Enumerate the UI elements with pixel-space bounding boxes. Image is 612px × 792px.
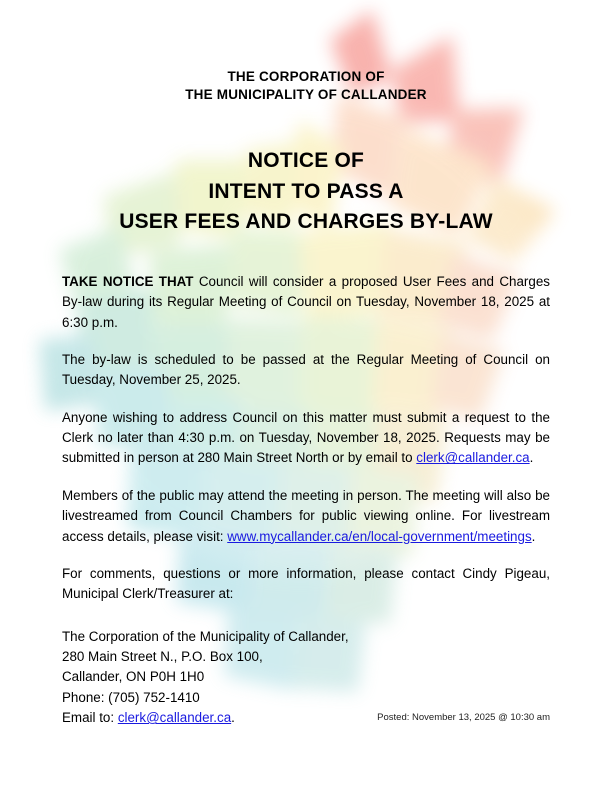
- address-phone: Phone: (705) 752-1410: [62, 689, 200, 705]
- page-title: [62, 146, 550, 237]
- email-label: Email to:: [62, 710, 118, 726]
- paragraph-address-council: [62, 408, 550, 469]
- livestream-text-1: Members of the public may attend the meeting in person. The meeting will also be livestreamed from Council Chambers for public viewing online. For livestream access details, please visit:: [62, 487, 550, 544]
- notice-body: [62, 272, 550, 729]
- address-council-text-1: Anyone wishing to address Council on this matter must submit a request to the Clerk no later than 4:30 p.m. on Tuesday, November 18, 2025. Requests may be submitted in person at 280 Main Street North or by email to: [62, 409, 550, 466]
- paragraph-livestream: [62, 486, 550, 547]
- address-line-1: The Corporation of the Municipality of Callander,: [62, 628, 349, 644]
- posted-stamp: Posted: November 13, 2025 @ 10:30 am: [377, 712, 550, 723]
- address-line-2: 280 Main Street N., P.O. Box 100,: [62, 649, 263, 664]
- title-line-1: NOTICE OF: [247, 149, 365, 173]
- title-line-3: USER FEES AND CHARGES BY-LAW: [119, 210, 493, 234]
- clerk-email-link-footer[interactable]: clerk@callander.ca: [117, 710, 232, 726]
- paragraph-take-notice: [62, 272, 550, 333]
- corporation-line-1: THE CORPORATION OF: [227, 69, 385, 84]
- email-period: .: [231, 710, 235, 726]
- clerk-email-link[interactable]: clerk@callander.ca: [416, 450, 530, 466]
- meetings-url-link[interactable]: www.mycallander.ca/en/local-government/meetings: [227, 528, 532, 544]
- title-line-2: INTENT TO PASS A: [208, 179, 404, 203]
- corporation-line-2: THE MUNICIPALITY OF CALLANDER: [185, 87, 427, 103]
- corporation-heading: [62, 68, 550, 104]
- address-council-text-2: .: [529, 450, 534, 466]
- paragraph-bylaw-schedule: The by-law is scheduled to be passed at the Regular Meeting of Council on Tuesday, November 25, 2025.: [62, 351, 550, 388]
- livestream-text-2: .: [531, 528, 536, 544]
- take-notice-text: Council will consider a proposed User Fees and Charges By-law during its Regular Meeting of Council on Tuesday, November 18, 2025 at 6:30 p.m.: [62, 273, 550, 330]
- paragraph-contact: For comments, questions or more information, please contact Cindy Pigeau, Municipal Clerk/Treasurer at:: [62, 565, 550, 602]
- address-line-3: Callander, ON P0H 1H0: [62, 669, 205, 685]
- take-notice-bold: TAKE NOTICE THAT: [62, 273, 194, 289]
